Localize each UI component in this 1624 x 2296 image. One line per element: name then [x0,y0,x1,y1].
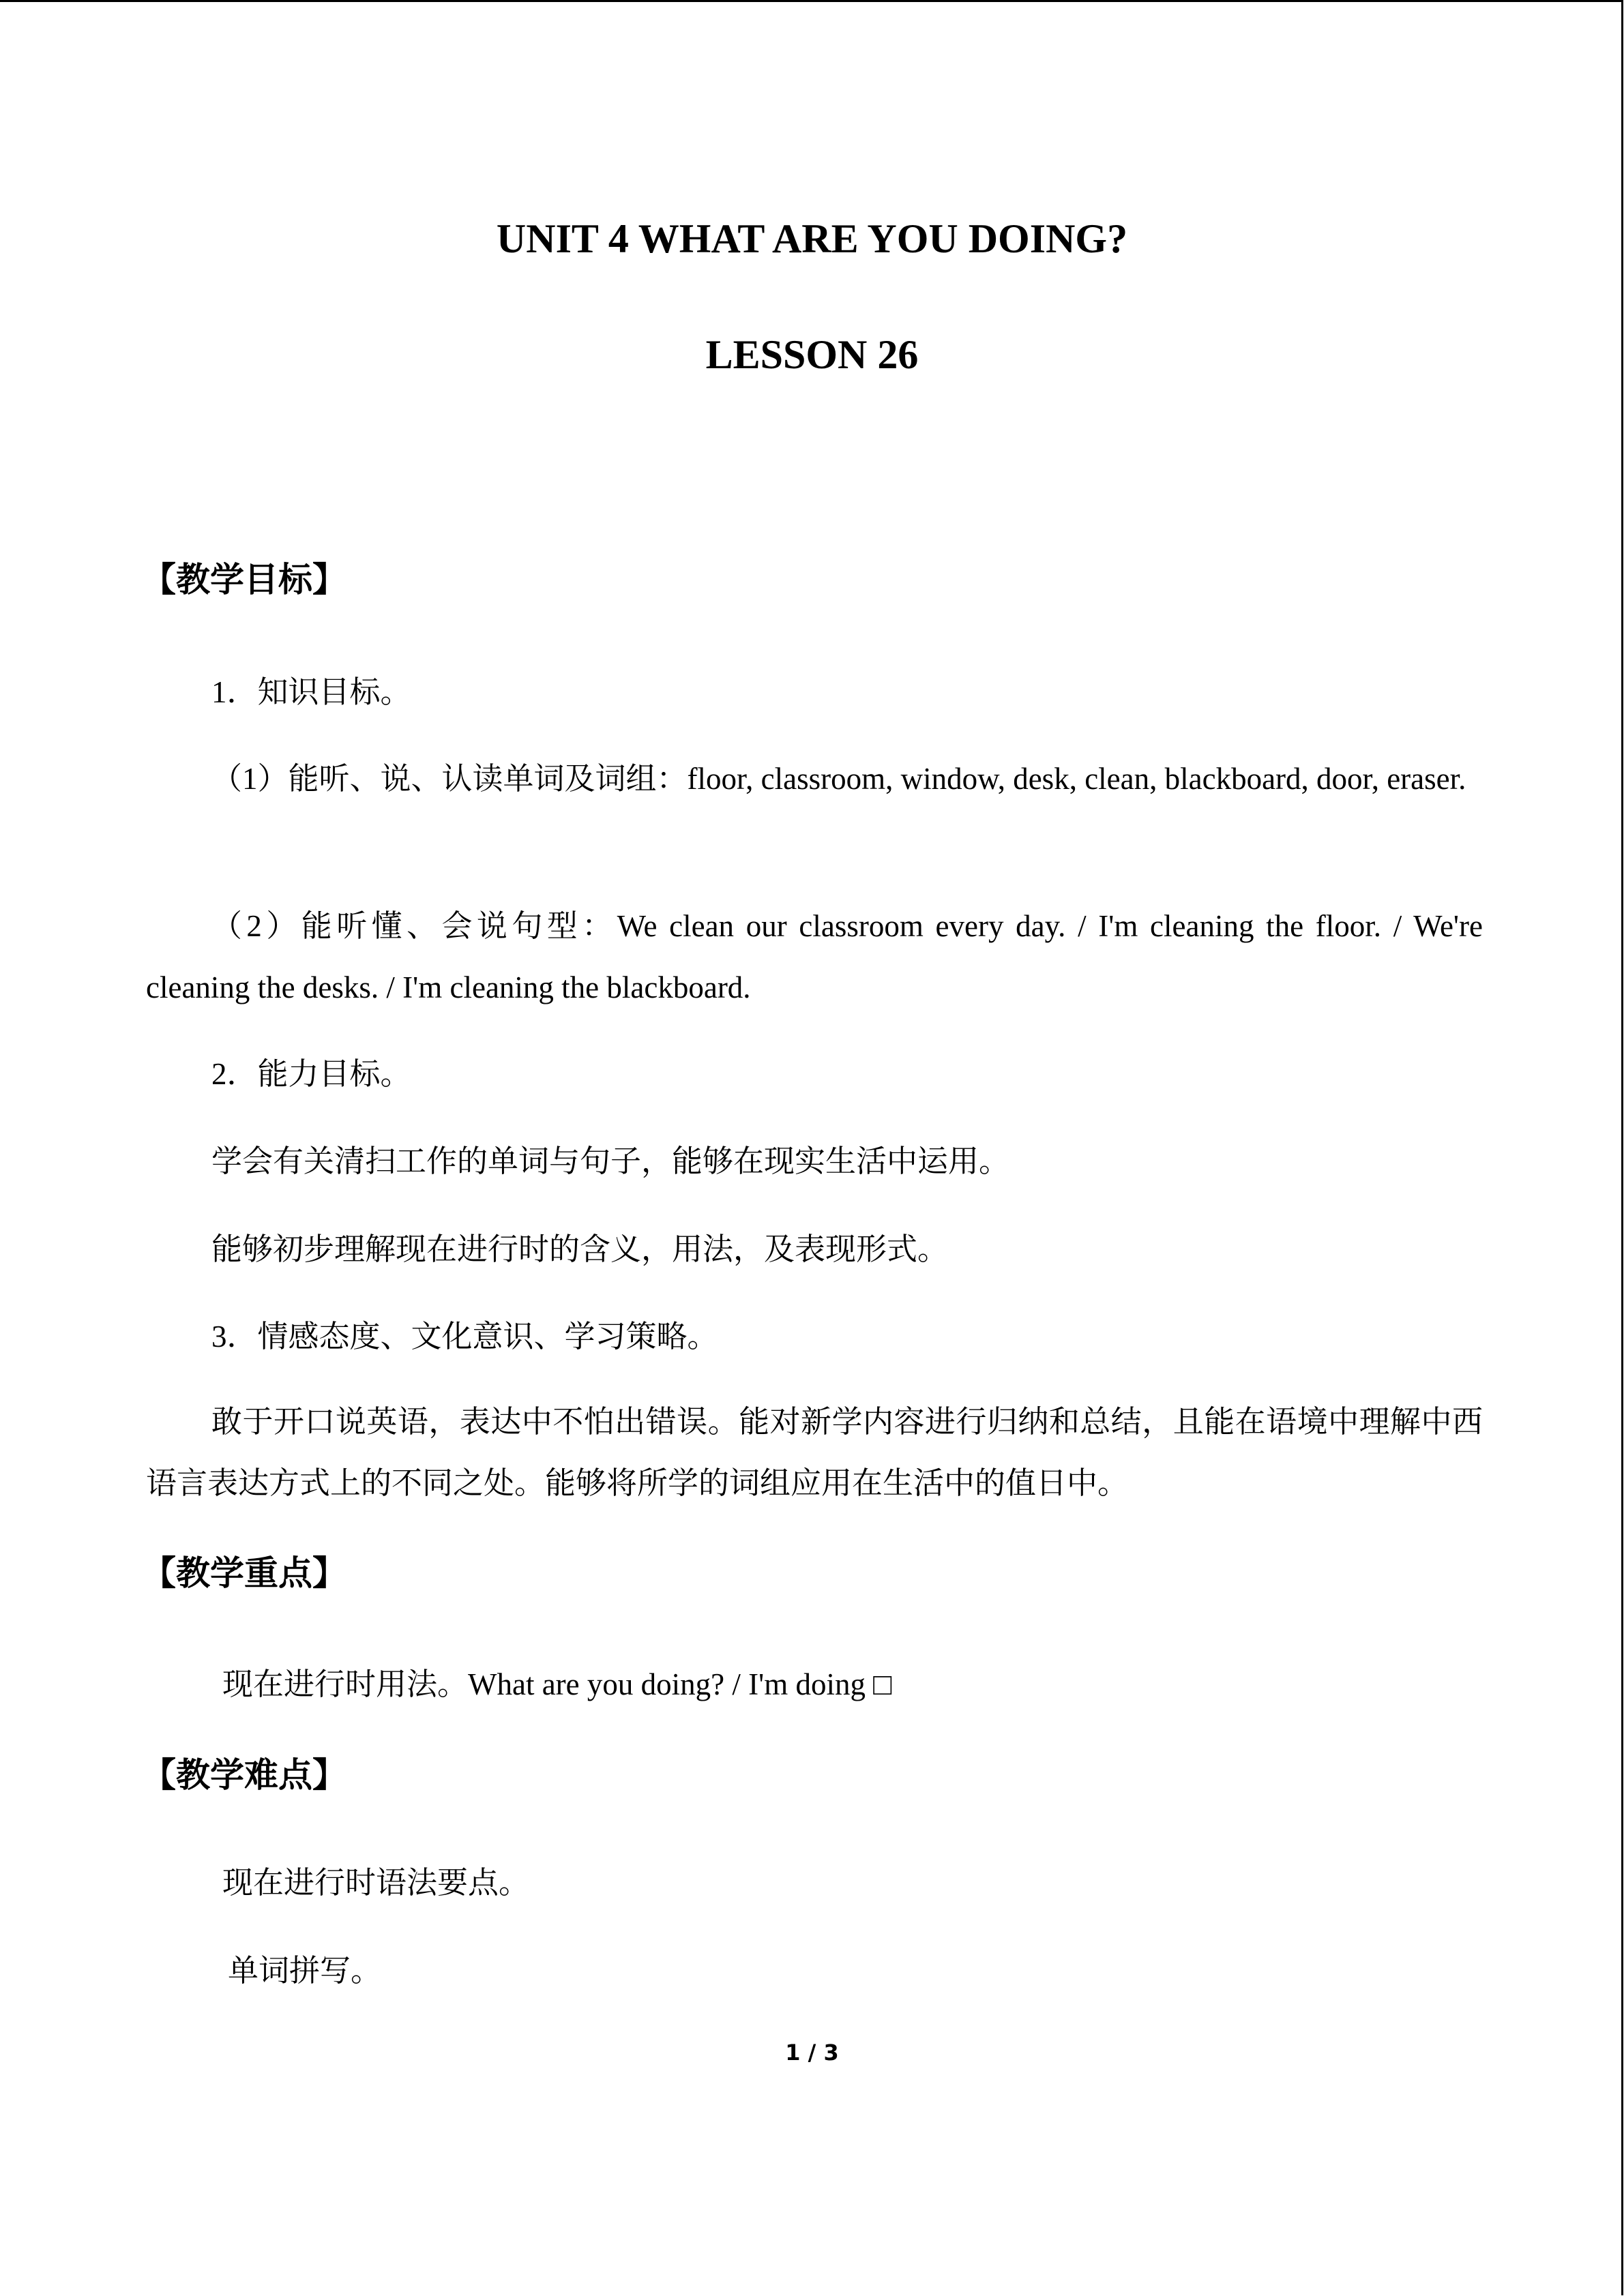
key-points-heading: 【教学重点】 [142,1553,346,1593]
ability-objective-1: 学会有关清扫工作的单词与句子，能够在现实生活中运用。 [211,1144,1010,1178]
difficulty-2: 单词拼写。 [228,1954,382,1988]
unit-title: UNIT 4 WHAT ARE YOU DOING? [496,216,1128,261]
emotion-objective-1: 敢于开口说英语，表达中不怕出错误。能对新学内容进行归纳和总结，且能在语境中理解中西语言表达方式上的不同之处。能够将所学的词组应用在生活中的值日中。 [146,1405,1483,1500]
lesson-title: LESSON 26 [705,332,919,377]
knowledge-objective-2: （2）能听懂、会说句型：We clean our classroom every day. / I'm cleaning the floor. / We're cleaning the desks. / I'm cleaning the blackboard. [146,909,1483,1004]
knowledge-objective-1: （1）能听、说、认读单词及词组：floor, classroom, window, desk, clean, blackboard, door, eraser. [211,762,1466,796]
knowledge-objective-title: 1．知识目标。 [211,675,411,709]
ability-objective-2: 能够初步理解现在进行时的含义，用法，及表现形式。 [211,1232,949,1266]
ability-objective-title: 2．能力目标。 [211,1057,411,1091]
difficulty-1: 现在进行时语法要点。 [222,1866,530,1900]
difficulties-heading: 【教学难点】 [142,1755,346,1795]
emotion-objective-title: 3．情感态度、文化意识、学习策略。 [211,1320,718,1354]
page-number: 1 / 3 [785,2040,839,2066]
key-point-1: 现在进行时用法。What are you doing? / I'm doing □ [222,1667,892,1701]
objectives-heading: 【教学目标】 [142,560,346,599]
